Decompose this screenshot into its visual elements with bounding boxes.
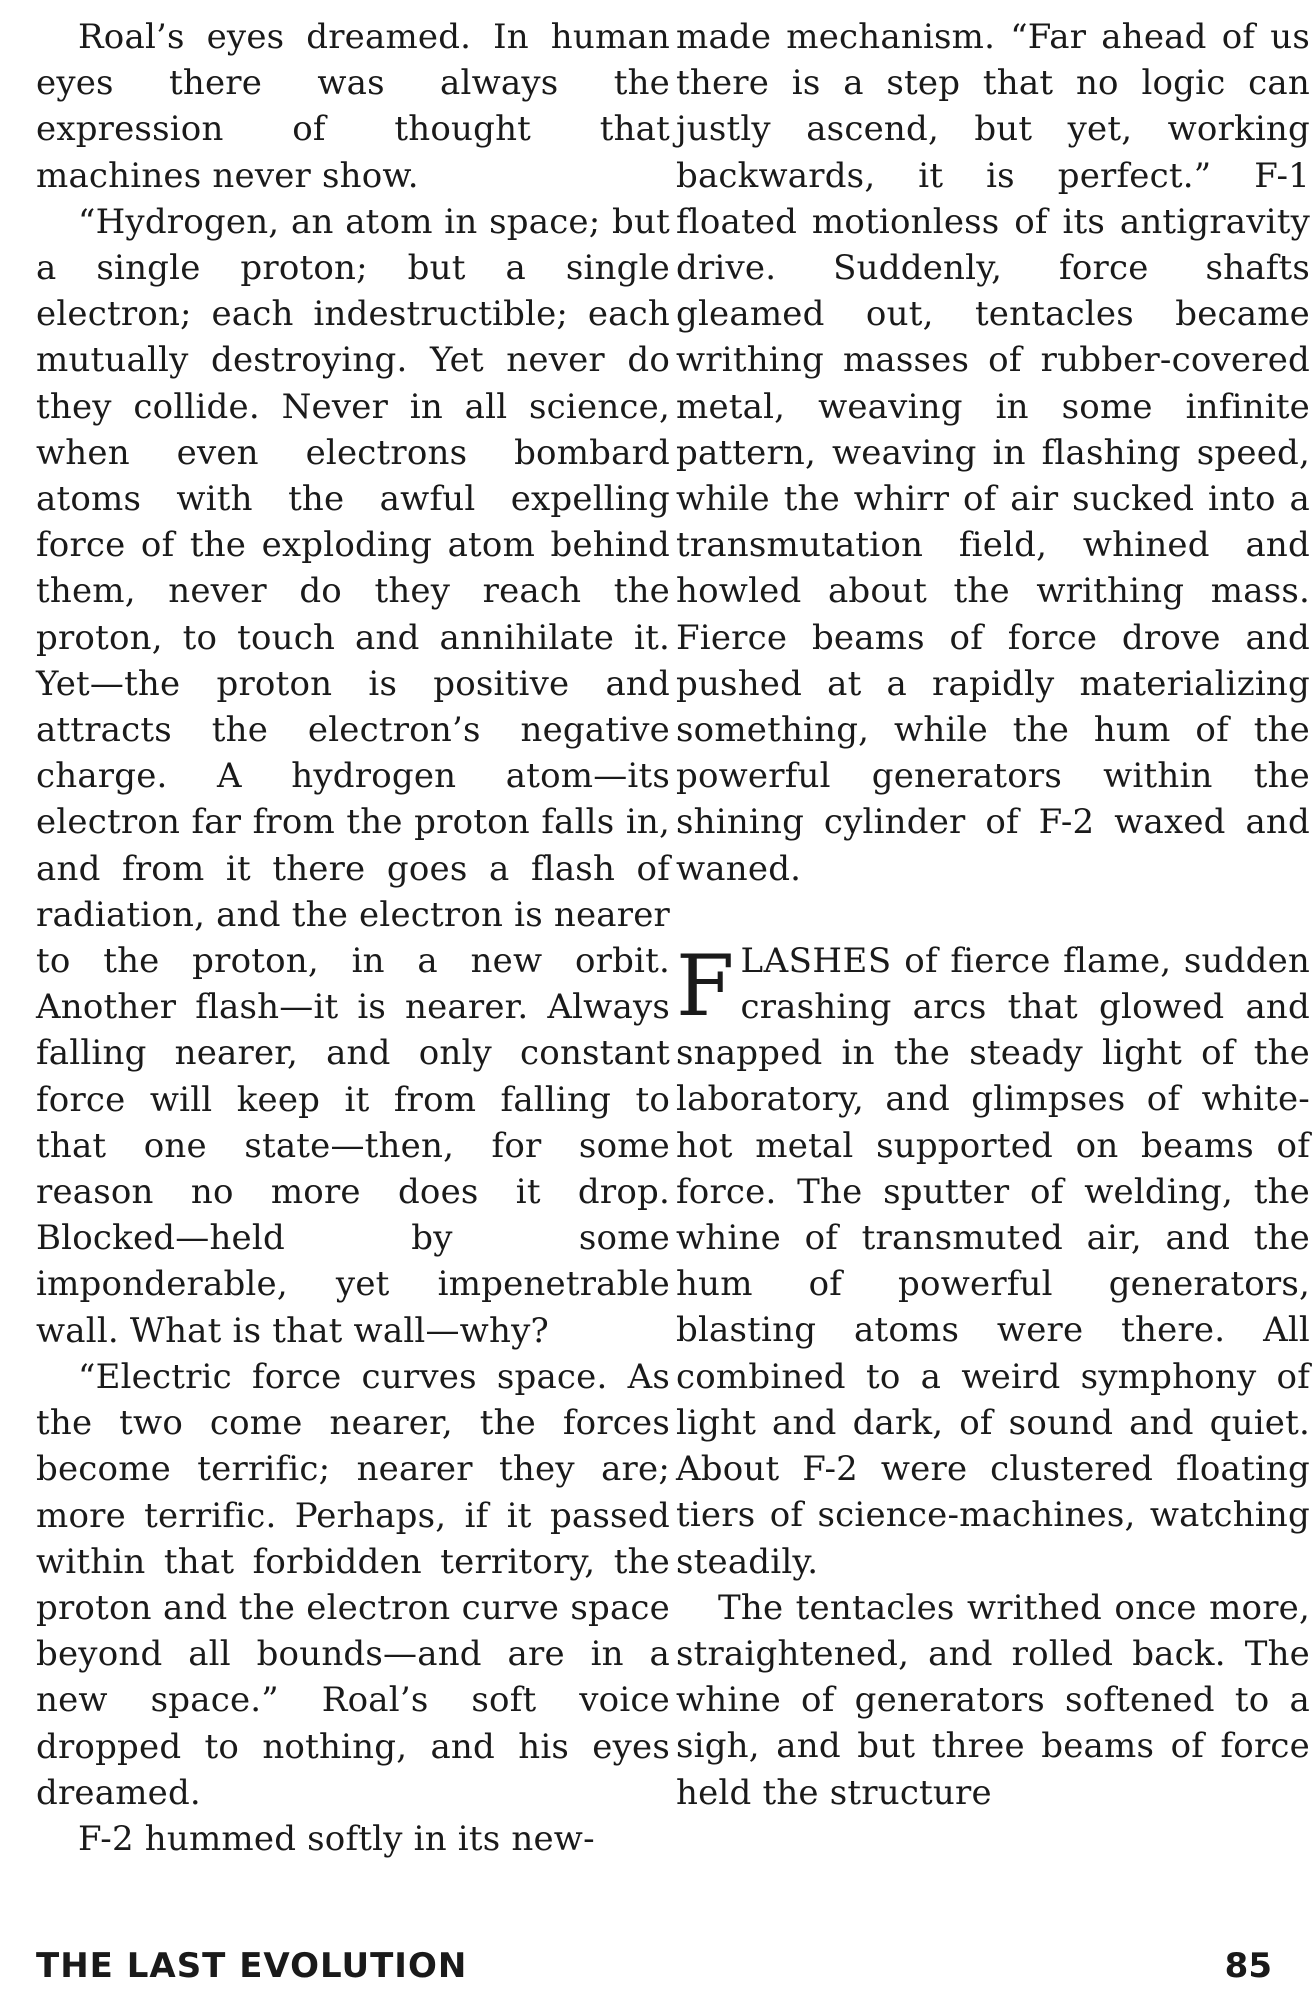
- paragraph: The tentacles writhed once more, straightened, and rolled back. The whine of generators softened to a sigh, and but three beams of force held the structure: [676, 1587, 1310, 1813]
- drop-cap: F: [676, 936, 735, 1035]
- paragraph: Roal’s eyes dreamed. In human eyes there was always the expression of thought that machines never show.: [36, 17, 670, 196]
- page-number: 85: [1224, 1946, 1272, 1986]
- paragraph: made mechanism. “Far ahead of us there is a step that no logic can justly ascend, but yet, working backwards, it is perfect.” F-1 floated motionless of its antigravity drive. Suddenly, force shafts gleamed out, tentacles became writhing masses of rubber-covered metal, weaving in some infinite pattern, weaving in flashing speed, while the whirr of air sucked into a transmutation field, whined and howled about the writhing mass. Fierce beams of force drove and pushed at a rapidly materializing something, while the hum of the powerful generators within the shining cylinder of F-2 waxed and waned.: [676, 17, 1310, 889]
- paragraph: “Hydrogen, an atom in space; but a single proton; but a single electron; each indestructible; each mutually destroying. Yet never do they collide. Never in all science, when even electrons bombard atoms with the awful expelling force of the exploding atom behind them, never do they reach the proton, to touch and annihilate it. Yet—the proton is positive and attracts the electron’s negative charge. A hydrogen atom—its electron far from the proton falls in, and from it there goes a flash of radiation, and the electron is nearer to the proton, in a new orbit. Another flash—it is nearer. Always falling nearer, and only constant force will keep it from falling to that one state—then, for some reason no more does it drop. Blocked—held by some imponderable, yet impenetrable wall. What is that wall—why?: [36, 201, 670, 1351]
- section-break: [676, 892, 1310, 938]
- paragraph: “Electric force curves space. As the two come nearer, the forces become terrific; nearer they are; more terrific. Perhaps, if it passed within that forbidden territory, the proton and the electron curve space beyond all bounds—and are in a new space.” Roal’s soft voice dropped to nothing, and his eyes dreamed.: [36, 1356, 670, 1813]
- paragraph-text: of fierce flame, sudden crashing arcs that glowed and snapped in the steady light of the laboratory, and glimpses of white-hot metal supported on beams of force. The sputter of welding, the whine of transmuted air, and the hum of powerful generators, blasting atoms were there. All combined to a weird symphony of light and dark, of sound and quiet. About F-2 were clustered floating tiers of science-machines, watching steadily.: [676, 940, 1310, 1582]
- right-column: [676, 14, 1310, 1816]
- left-column: [36, 14, 670, 1862]
- running-footer-title: THE LAST EVOLUTION: [36, 1946, 468, 1986]
- dropcap-paragraph: [676, 938, 1310, 1585]
- lead-in-word: LASHES: [740, 940, 892, 981]
- paragraph: F-2 hummed softly in its new-: [78, 1818, 595, 1859]
